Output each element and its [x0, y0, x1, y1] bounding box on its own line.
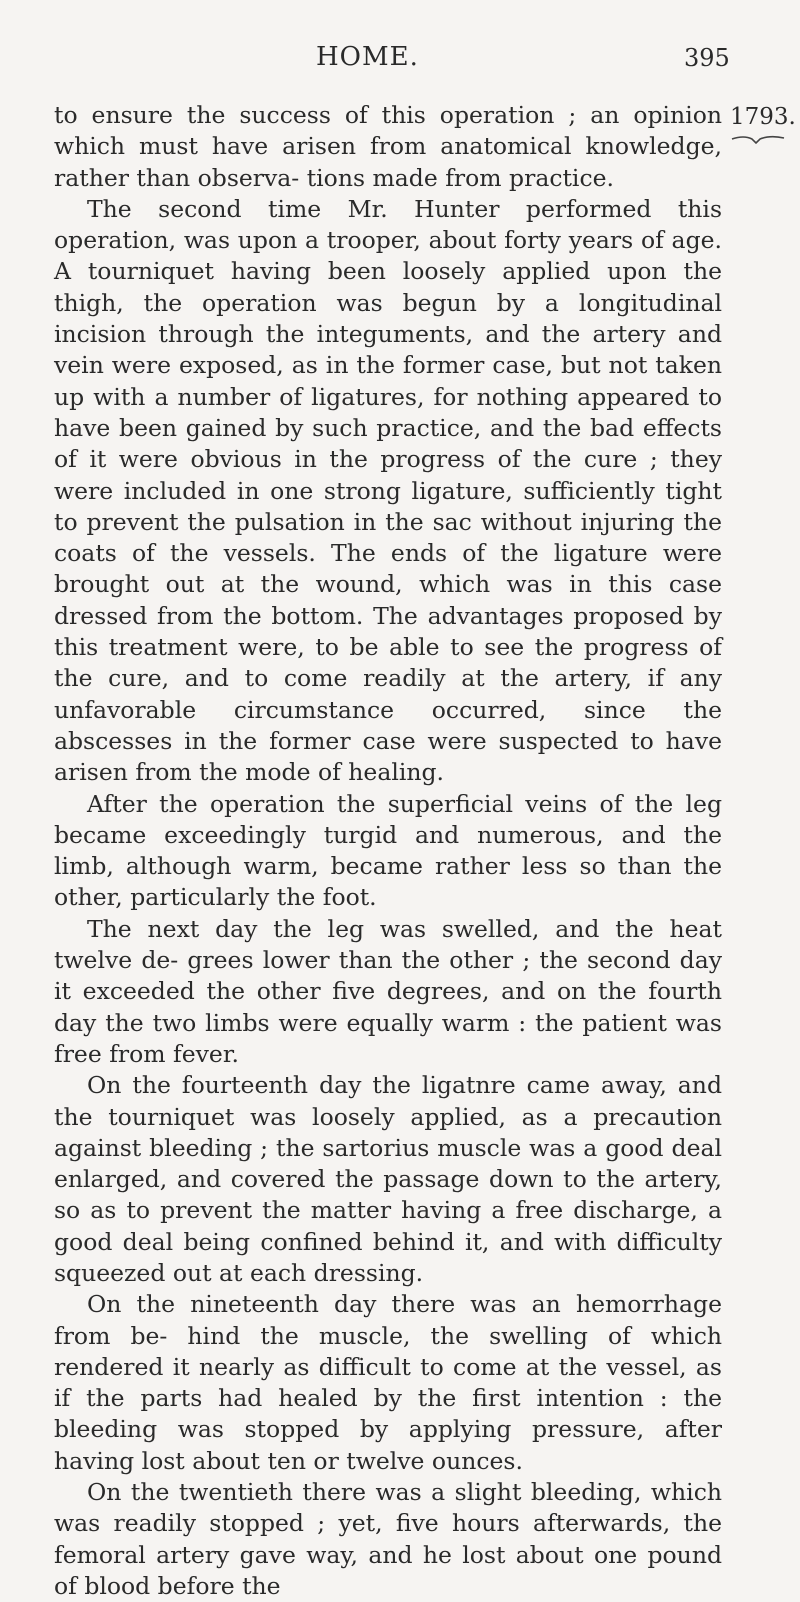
paragraph-continued: to ensure the success of this operation ; an opinion which must have arisen from anatomical knowledge, rather than observa- tions made from practice.	[54, 101, 722, 192]
paragraph: The next day the leg was swelled, and the heat twelve de- grees lower than the other ; the second day it exceeded the other five degrees, and on the fourth day the two limbs were equally warm : the patient was free from fever.	[54, 914, 722, 1068]
paragraph: On the fourteenth day the ligatnre came away, and the tourniquet was loosely applied, as a precaution against bleeding ; the sartorius muscle was a good deal enlarged, and covered the passage down to the artery, so as to prevent the matter having a free discharge, a good deal being confined behind it, and with difficulty squeezed out at each dressing.	[54, 1071, 722, 1287]
page-number: 395	[684, 44, 730, 72]
paragraph: The second time Mr. Hunter performed this operation, was upon a trooper, about forty years of age. A tourniquet having been loosely applied upon the thigh, the operation was begun by a longitudinal incision through the integuments, and the artery and vein were exposed, as in the former case, but not taken up with a number of ligatures, for nothing appeared to have been gained by such practice, and the bad effects of it were obvious in the progress of the cure ; they were included in one strong ligature, sufficiently tight to prevent the pulsation in the sac without injuring the coats of the vessels. The ends of the ligature were brought out at the wound, which was in this case dressed from the bottom. The advantages proposed by this treatment were, to be able to see the progress of the cure, and to come readily at the artery, if any unfavorable circumstance occurred, since the abscesses in the former case were suspected to have arisen from the mode of healing.	[54, 194, 722, 787]
paragraph: On the nineteenth day there was an hemorrhage from be- hind the muscle, the swelling of which rendered it nearly as difficult to come at the vessel, as if the parts had healed by the first intention : the bleeding was stopped by applying pressure, after having lost about ten or twelve ounces.	[54, 1290, 722, 1475]
margin-flourish-icon	[730, 132, 786, 146]
page-header	[0, 42, 800, 82]
running-head: HOME.	[316, 42, 419, 72]
margin-year-note: 1793.	[730, 104, 796, 130]
paragraph: After the operation the superficial veins of the leg became exceedingly turgid and numerous, and the limb, although warm, became rather less so than the other, particularly the foot.	[54, 789, 722, 912]
paragraph: On the twentieth there was a slight bleeding, which was readily stopped ; yet, five hours afterwards, the femoral artery gave way, and he lost about one pound of blood before the	[54, 1478, 722, 1600]
body-text	[54, 100, 722, 1602]
